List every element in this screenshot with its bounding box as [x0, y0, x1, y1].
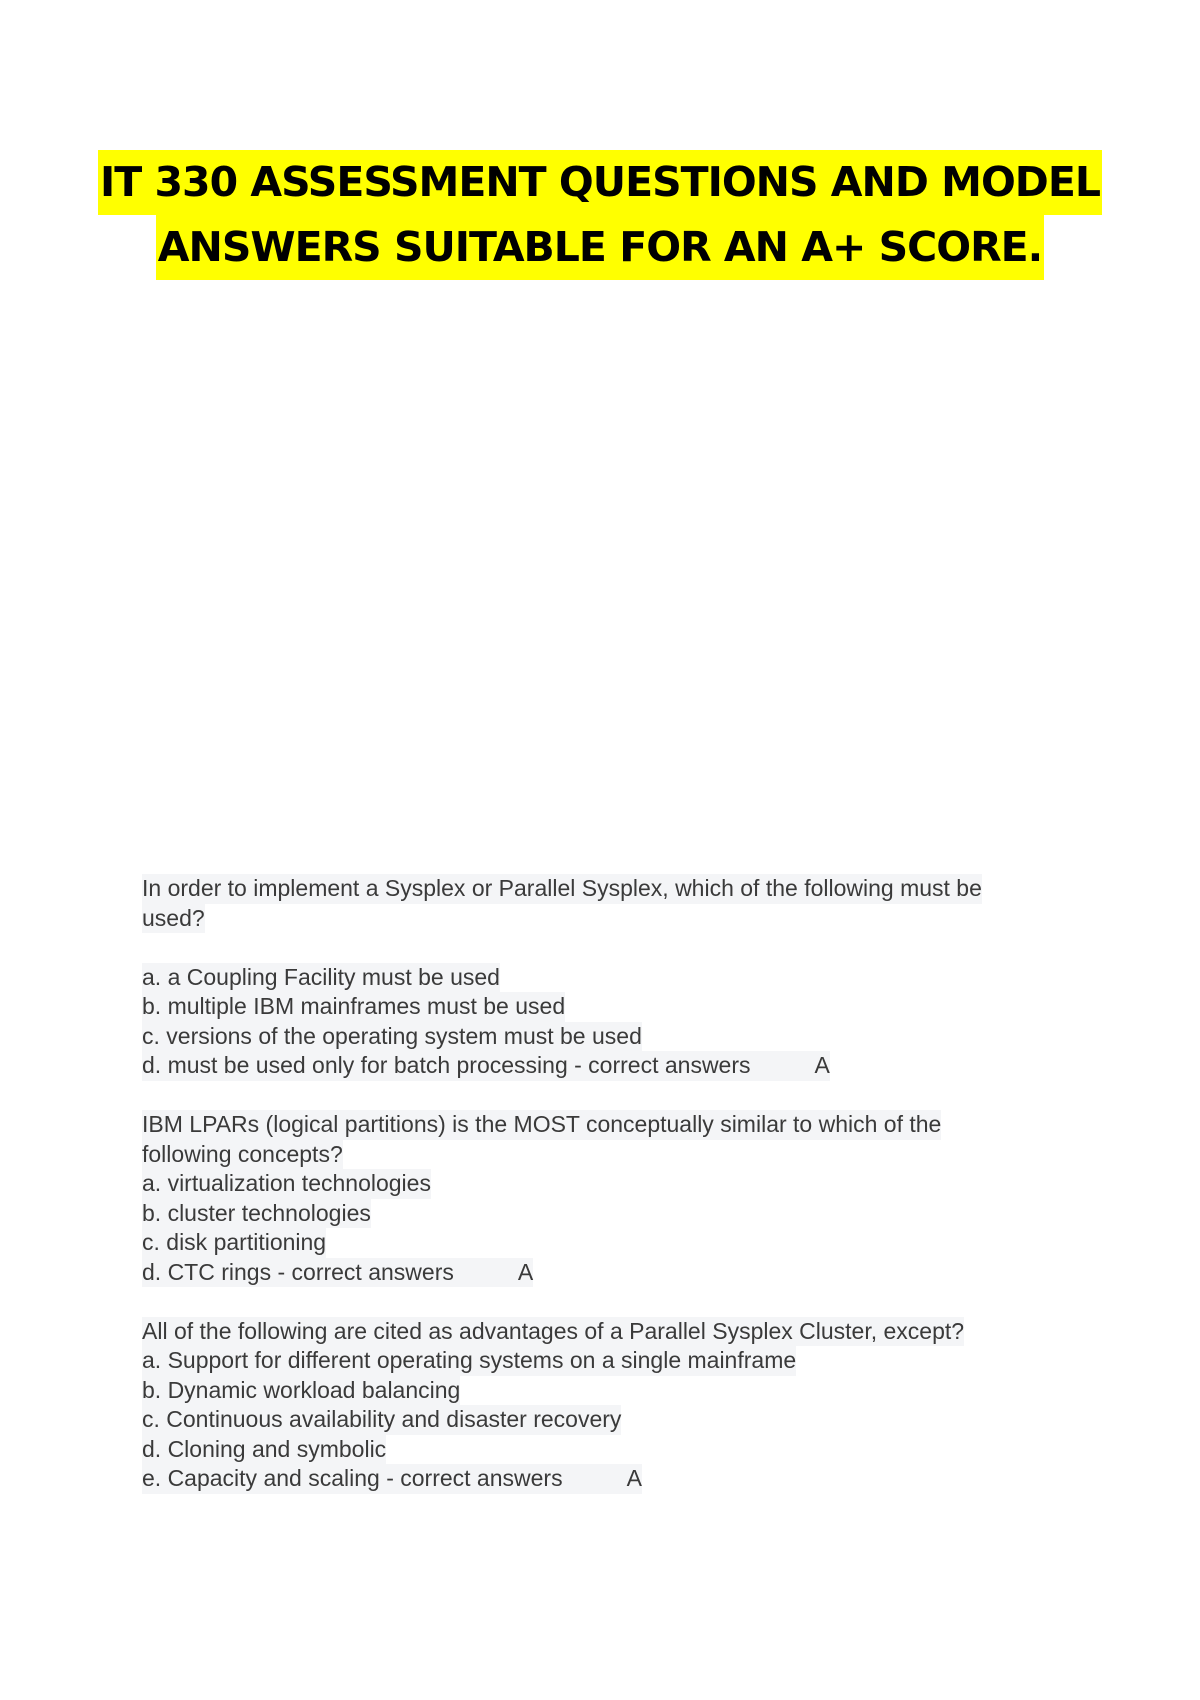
answer-option-a: a. a Coupling Facility must be used: [142, 963, 500, 993]
answer-option-d: d. must be used only for batch processing - correct answers: [142, 1052, 751, 1078]
question-stem-line: All of the following are cited as advantages of a Parallel Sysplex Cluster, except?: [142, 1317, 964, 1347]
document-title: [0, 150, 1200, 280]
answer-option-e-with-answer: [142, 1464, 642, 1494]
answer-option-b: b. Dynamic workload balancing: [142, 1376, 460, 1406]
answer-option-d-with-answer: [142, 1258, 533, 1288]
question-stem-line: following concepts?: [142, 1140, 343, 1170]
answer-option-e: e. Capacity and scaling - correct answers: [142, 1465, 563, 1491]
spacer: [142, 933, 1042, 963]
answer-option-a: a. Support for different operating systems on a single mainframe: [142, 1346, 796, 1376]
question-3: [142, 1317, 1042, 1494]
answer-option-a: a. virtualization technologies: [142, 1169, 431, 1199]
answer-option-d-with-answer: [142, 1051, 830, 1081]
answer-option-b: b. multiple IBM mainframes must be used: [142, 992, 565, 1022]
answer-option-b: b. cluster technologies: [142, 1199, 371, 1229]
correct-answer: A: [626, 1465, 642, 1491]
title-line-1: IT 330 ASSESSMENT QUESTIONS AND MODEL: [98, 150, 1102, 215]
question-2: [142, 1110, 1042, 1287]
answer-option-c: c. Continuous availability and disaster recovery: [142, 1405, 621, 1435]
answer-option-c: c. disk partitioning: [142, 1228, 326, 1258]
title-line-2: ANSWERS SUITABLE FOR AN A+ SCORE.: [156, 215, 1044, 280]
question-1: [142, 874, 1042, 1081]
question-stem-line: IBM LPARs (logical partitions) is the MOST conceptually similar to which of the: [142, 1110, 941, 1140]
question-stem-line: In order to implement a Sysplex or Parallel Sysplex, which of the following must be: [142, 874, 982, 904]
correct-answer: A: [517, 1258, 534, 1285]
answer-option-c: c. versions of the operating system must be used: [142, 1022, 642, 1052]
answer-option-d: d. CTC rings - correct answers: [142, 1258, 454, 1285]
answer-option-d: d. Cloning and symbolic: [142, 1435, 386, 1465]
question-stem-line: used?: [142, 904, 205, 934]
correct-answer: A: [814, 1052, 830, 1078]
questions-list: [142, 874, 1042, 1523]
